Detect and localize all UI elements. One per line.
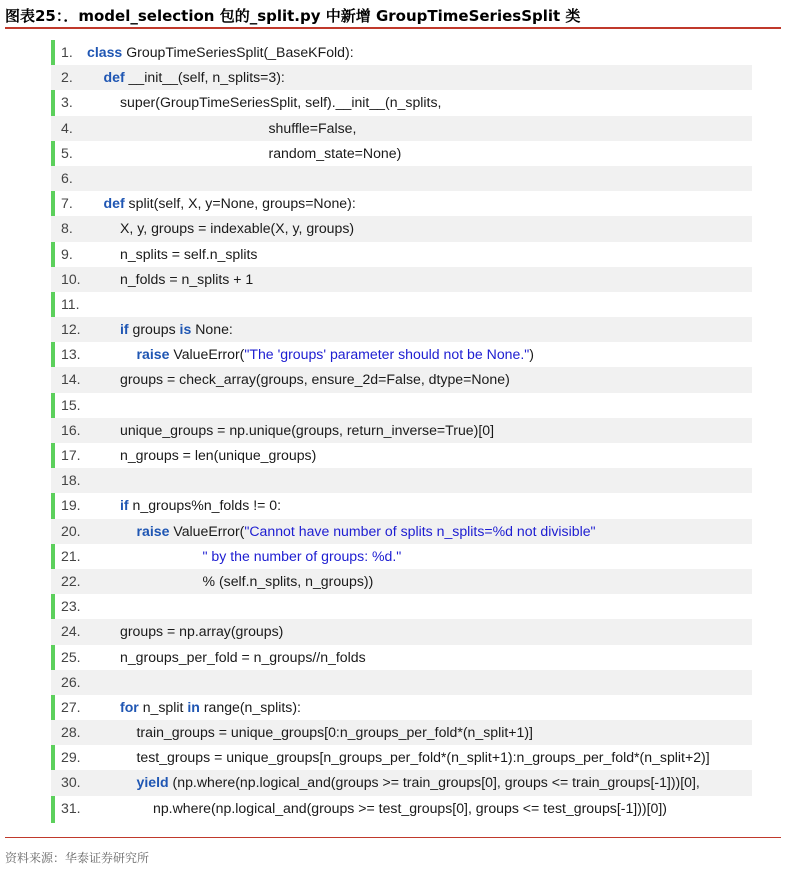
code-token: (np.where(np.logical_and(groups >= train_groups[0], groups <= train_groups[-1]))[0], — [168, 774, 700, 791]
code-listing — [51, 40, 752, 821]
code-line — [51, 216, 752, 241]
code-token: __init__(self, n_splits=3): — [124, 69, 285, 86]
code-text — [120, 90, 441, 115]
code-keyword: def — [103, 69, 125, 86]
source-note: 资料来源：华泰证券研究所 — [5, 851, 150, 865]
line-number: 26. — [61, 673, 81, 690]
line-number: 30. — [61, 774, 81, 791]
code-token: range(n_splits): — [199, 698, 301, 715]
line-number: 29. — [61, 749, 81, 766]
line-number: 15. — [61, 396, 81, 413]
line-number: 9. — [61, 245, 73, 262]
line-number: 5. — [61, 144, 73, 161]
code-keyword: is — [179, 321, 192, 338]
code-line — [51, 745, 752, 770]
code-keyword: in — [187, 698, 200, 715]
line-number: 22. — [61, 572, 81, 589]
code-text — [104, 191, 356, 216]
code-token: n_split — [138, 698, 188, 715]
code-line — [51, 191, 752, 216]
figure-title: 图表25：．model_selection 包的_split.py 中新增 GroupTimeSeriesSplit 类 — [5, 7, 581, 25]
code-string: "Cannot have number of splits n_splits=%d not divisible" — [244, 522, 596, 539]
line-number: 17. — [61, 447, 81, 463]
line-number: 12. — [61, 321, 81, 338]
code-token: n_groups%n_folds != 0: — [128, 497, 282, 514]
code-token: train_groups = unique_groups[0:n_groups_per_fold*(n_split+1)] — [136, 724, 533, 741]
code-token: groups = check_array(groups, ensure_2d=False, dtype=None) — [120, 371, 510, 388]
line-number: 31. — [61, 799, 81, 816]
code-keyword: def — [103, 195, 125, 212]
code-line — [51, 443, 752, 468]
code-line — [51, 342, 752, 367]
line-number: 25. — [61, 648, 81, 665]
code-text — [137, 519, 596, 544]
code-token: ValueError( — [169, 346, 245, 363]
line-number: 10. — [61, 270, 81, 287]
line-number: 3. — [61, 94, 73, 111]
line-number: 2. — [61, 69, 73, 86]
line-number: 4. — [61, 119, 73, 136]
code-text — [104, 65, 285, 90]
line-number: 27. — [61, 698, 81, 715]
code-line — [51, 90, 752, 115]
code-token: ) — [529, 346, 534, 363]
code-text — [87, 40, 354, 65]
line-number: 14. — [61, 371, 81, 388]
code-line — [51, 594, 752, 619]
code-line — [51, 242, 752, 267]
line-number: 19. — [61, 497, 81, 514]
bottom-divider — [5, 837, 781, 838]
line-number: 24. — [61, 623, 81, 640]
code-token: super(GroupTimeSeriesSplit, self).__init__(n_splits, — [120, 94, 442, 111]
code-token: ValueError( — [169, 522, 245, 539]
code-token: np.where(np.logical_and(groups >= test_groups[0], groups <= test_groups[-1]))[0]) — [153, 799, 667, 816]
code-text — [120, 619, 283, 644]
code-text — [269, 116, 357, 141]
line-number: 28. — [61, 724, 81, 741]
line-number: 16. — [61, 421, 81, 438]
code-text — [120, 695, 301, 720]
line-number: 23. — [61, 598, 81, 615]
code-token: groups = np.array(groups) — [120, 623, 284, 640]
code-line — [51, 317, 752, 342]
code-keyword: yield — [136, 774, 169, 791]
code-text — [137, 342, 534, 367]
code-token: n_splits = self.n_splits — [120, 245, 258, 262]
code-line — [51, 519, 752, 544]
code-token: unique_groups = np.unique(groups, return_inverse=True)[0] — [120, 421, 494, 438]
code-text — [120, 267, 253, 292]
line-number: 21. — [61, 547, 81, 564]
code-token: n_groups_per_fold = n_groups//n_folds — [120, 648, 366, 665]
code-line — [51, 292, 752, 317]
code-text — [120, 367, 510, 392]
code-text — [137, 745, 710, 770]
line-number: 6. — [61, 169, 73, 186]
code-line — [51, 418, 752, 443]
code-line — [51, 695, 752, 720]
code-line — [51, 720, 752, 745]
code-keyword: if — [120, 497, 129, 514]
code-text — [120, 216, 354, 241]
code-keyword: raise — [136, 346, 170, 363]
code-line — [51, 645, 752, 670]
code-token: X, y, groups = indexable(X, y, groups) — [120, 220, 355, 237]
code-text — [269, 141, 402, 166]
code-text — [120, 443, 316, 468]
code-text — [120, 242, 257, 267]
code-keyword: if — [120, 321, 129, 338]
code-line — [51, 619, 752, 644]
code-string: "The 'groups' parameter should not be None." — [244, 346, 530, 363]
code-line — [51, 796, 752, 821]
line-number: 7. — [61, 195, 73, 212]
code-line — [51, 267, 752, 292]
code-token: n_groups = len(unique_groups) — [120, 447, 317, 463]
line-number: 11. — [61, 295, 80, 312]
code-keyword: raise — [136, 522, 170, 539]
code-line — [51, 770, 752, 795]
code-line — [51, 493, 752, 518]
line-number: 20. — [61, 522, 81, 539]
line-number: 1. — [61, 44, 73, 60]
code-token: n_folds = n_splits + 1 — [120, 270, 254, 287]
code-line — [51, 116, 752, 141]
code-token: % (self.n_splits, n_groups)) — [202, 572, 374, 589]
code-token: split(self, X, y=None, groups=None): — [124, 195, 356, 212]
code-text — [120, 418, 494, 443]
code-line — [51, 393, 752, 418]
code-line — [51, 141, 752, 166]
code-token: test_groups = unique_groups[n_groups_per_fold*(n_split+1):n_groups_per_fold*(n_split+2)] — [136, 749, 710, 766]
line-number: 18. — [61, 472, 81, 489]
code-line — [51, 569, 752, 594]
code-line — [51, 166, 752, 191]
code-string: " by the number of groups: %d." — [202, 547, 402, 564]
top-divider — [5, 27, 781, 29]
code-token: groups — [128, 321, 180, 338]
code-line — [51, 367, 752, 392]
line-number: 13. — [61, 346, 81, 363]
code-token: shuffle=False, — [268, 119, 357, 136]
code-line — [51, 40, 752, 65]
code-text — [153, 796, 667, 821]
code-text — [137, 770, 700, 795]
code-token: None: — [191, 321, 233, 338]
code-text — [203, 569, 374, 594]
code-line — [51, 544, 752, 569]
code-token: GroupTimeSeriesSplit(_BaseKFold): — [122, 44, 354, 60]
line-number: 8. — [61, 220, 73, 237]
code-keyword: class — [87, 44, 123, 60]
code-text — [137, 720, 533, 745]
code-text — [120, 317, 233, 342]
code-keyword: for — [120, 698, 139, 715]
code-line — [51, 670, 752, 695]
code-line — [51, 65, 752, 90]
code-text — [120, 493, 281, 518]
code-text — [203, 544, 402, 569]
code-token: random_state=None) — [268, 144, 402, 161]
code-line — [51, 468, 752, 493]
code-text — [120, 645, 366, 670]
